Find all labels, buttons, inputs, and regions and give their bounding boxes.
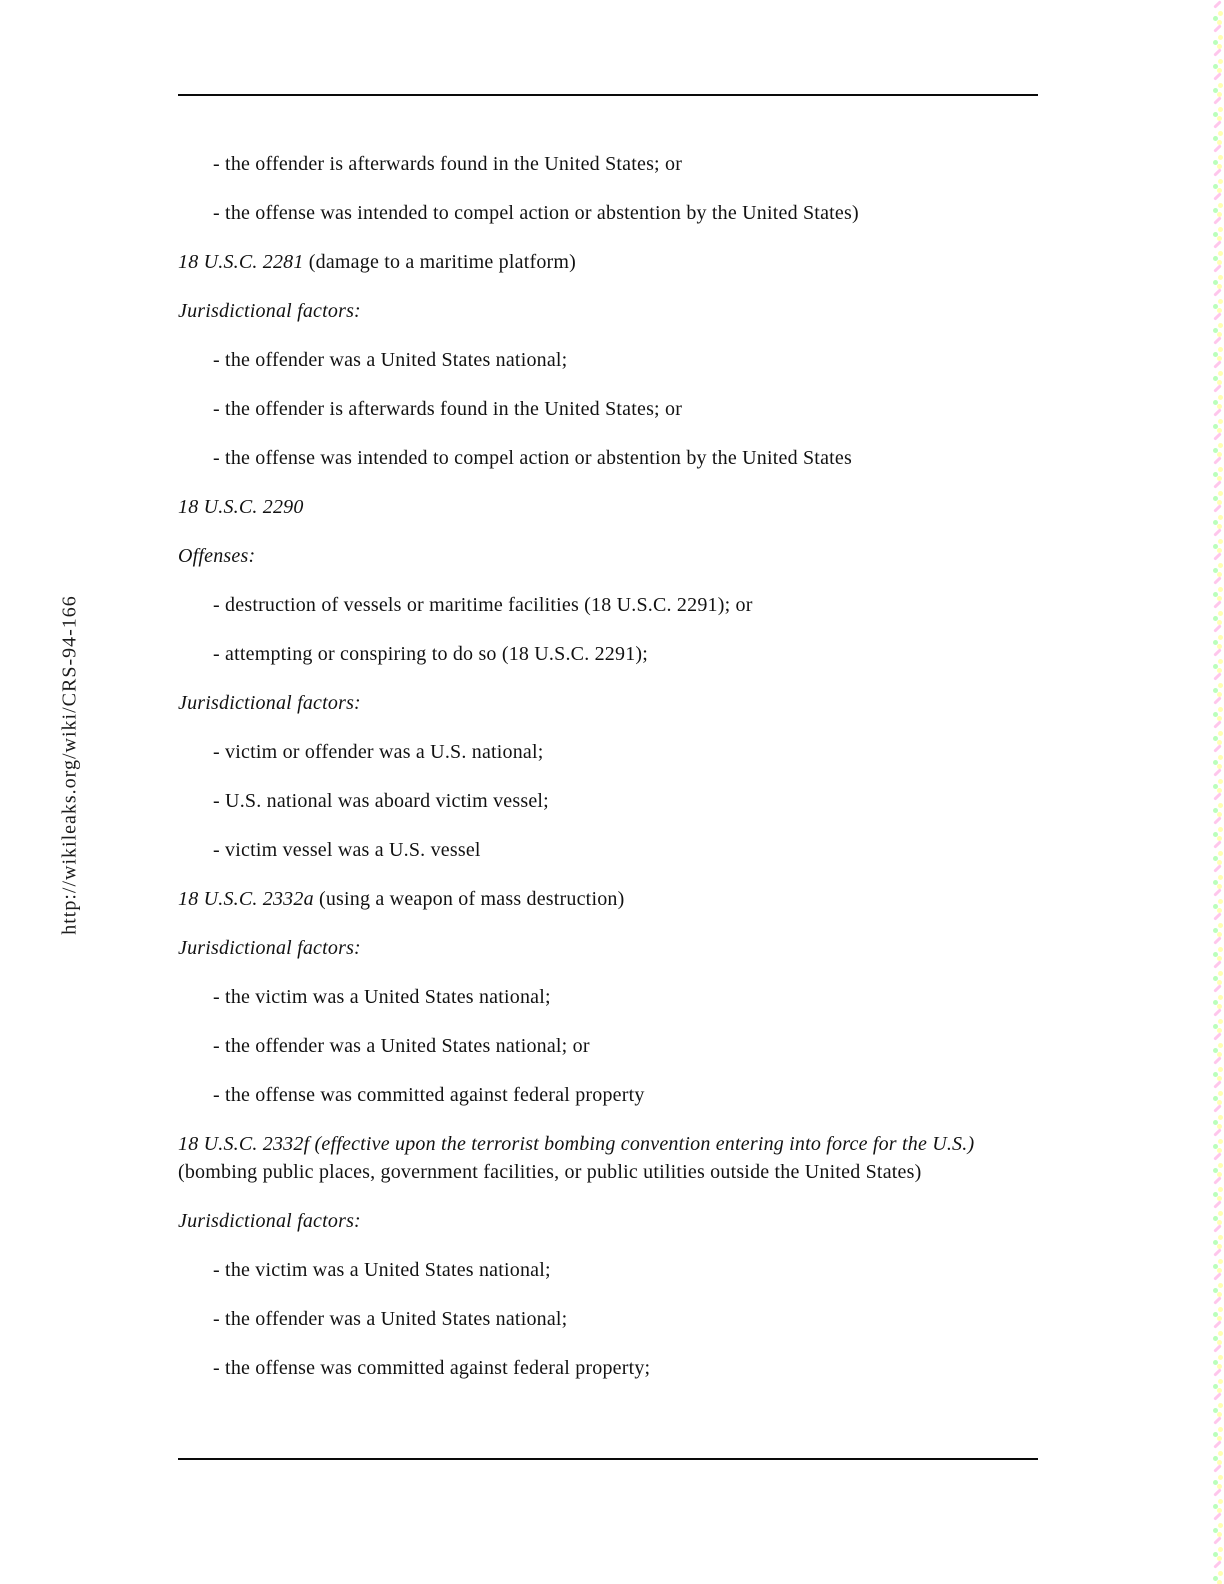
watermark-cell — [1211, 984, 1224, 1008]
watermark-yellow-dot — [1218, 299, 1223, 304]
watermark-cell — [1211, 912, 1224, 936]
watermark-cell — [1211, 384, 1224, 408]
bullet-line — [178, 150, 1058, 178]
watermark-pink-stroke — [1213, 1560, 1221, 1568]
watermark-pink-stroke — [1213, 1200, 1221, 1208]
watermark-pink-stroke — [1213, 768, 1221, 776]
watermark-yellow-dot — [1218, 1187, 1223, 1192]
watermark-yellow-dot — [1218, 1091, 1223, 1096]
watermark-yellow-dot — [1218, 1115, 1223, 1120]
watermark-yellow-dot — [1218, 59, 1223, 64]
bullet-line — [178, 1032, 1058, 1060]
watermark-cell — [1211, 696, 1224, 720]
watermark-pink-stroke — [1213, 480, 1221, 488]
watermark-pink-stroke — [1213, 216, 1221, 224]
watermark-pink-stroke — [1213, 1320, 1221, 1328]
watermark-pink-stroke — [1213, 1464, 1221, 1472]
watermark-yellow-dot — [1218, 683, 1223, 688]
watermark-yellow-dot — [1218, 803, 1223, 808]
watermark-cell — [1211, 1344, 1224, 1368]
watermark-yellow-dot — [1218, 563, 1223, 568]
watermark-yellow-dot — [1218, 1211, 1223, 1216]
watermark-pink-stroke — [1213, 1152, 1221, 1160]
watermark-cell — [1211, 1464, 1224, 1488]
watermark-yellow-dot — [1218, 755, 1223, 760]
section-label — [178, 1207, 1058, 1235]
watermark-pink-stroke — [1213, 888, 1221, 896]
watermark-pink-stroke — [1213, 312, 1221, 320]
watermark-cell — [1211, 1272, 1224, 1296]
watermark-cell — [1211, 1560, 1224, 1584]
bullet-line — [178, 1081, 1058, 1109]
watermark-yellow-dot — [1218, 1379, 1223, 1384]
watermark-cell — [1211, 1152, 1224, 1176]
watermark-pink-stroke — [1213, 120, 1221, 128]
watermark-yellow-dot — [1218, 275, 1223, 280]
watermark-pink-stroke — [1213, 672, 1221, 680]
watermark-cell — [1211, 1368, 1224, 1392]
watermark-yellow-dot — [1218, 227, 1223, 232]
watermark-cell — [1211, 48, 1224, 72]
watermark-yellow-dot — [1218, 1139, 1223, 1144]
watermark-yellow-dot — [1218, 1403, 1223, 1408]
watermark-pink-stroke — [1213, 1104, 1221, 1112]
watermark-pink-stroke — [1213, 1224, 1221, 1232]
watermark-yellow-dot — [1218, 1499, 1223, 1504]
watermark-cell — [1211, 816, 1224, 840]
watermark-pink-stroke — [1213, 168, 1221, 176]
watermark-yellow-dot — [1218, 515, 1223, 520]
watermark-yellow-dot — [1218, 347, 1223, 352]
watermark-pink-stroke — [1213, 1488, 1221, 1496]
bullet-line — [178, 983, 1058, 1011]
watermark-pink-stroke — [1213, 648, 1221, 656]
watermark-pink-stroke — [1213, 1416, 1221, 1424]
watermark-cell — [1211, 144, 1224, 168]
watermark-yellow-dot — [1218, 443, 1223, 448]
watermark-pink-stroke — [1213, 384, 1221, 392]
watermark-pink-stroke — [1213, 264, 1221, 272]
watermark-yellow-dot — [1218, 923, 1223, 928]
bullet-line — [178, 346, 1058, 374]
watermark-pink-stroke — [1213, 744, 1221, 752]
bullet-line — [178, 787, 1058, 815]
watermark-cell — [1211, 1536, 1224, 1560]
watermark-yellow-dot — [1218, 1571, 1223, 1576]
body-text: - U.S. national was aboard victim vessel; — [213, 790, 549, 812]
section-label — [178, 934, 1058, 962]
watermark-pink-stroke — [1213, 696, 1221, 704]
document-body — [178, 150, 1058, 1403]
bottom-rule — [178, 1458, 1038, 1460]
watermark-cell — [1211, 168, 1224, 192]
watermark-pink-stroke — [1213, 552, 1221, 560]
watermark-cell — [1211, 864, 1224, 888]
watermark-yellow-dot — [1218, 635, 1223, 640]
watermark-pink-stroke — [1213, 1008, 1221, 1016]
watermark-cell — [1211, 480, 1224, 504]
watermark-yellow-dot — [1218, 155, 1223, 160]
watermark-yellow-dot — [1218, 1355, 1223, 1360]
watermark-pink-stroke — [1213, 336, 1221, 344]
watermark-pink-stroke — [1213, 360, 1221, 368]
watermark-yellow-dot — [1218, 395, 1223, 400]
body-text: - the offender was a United States national; or — [213, 1035, 590, 1057]
section-label — [178, 542, 1058, 570]
watermark-cell — [1211, 192, 1224, 216]
watermark-cell — [1211, 1080, 1224, 1104]
watermark-yellow-dot — [1218, 1427, 1223, 1432]
watermark-cell — [1211, 840, 1224, 864]
watermark-pink-stroke — [1213, 0, 1221, 8]
watermark-yellow-dot — [1218, 611, 1223, 616]
watermark-cell — [1211, 576, 1224, 600]
watermark-yellow-dot — [1218, 35, 1223, 40]
watermark-yellow-dot — [1218, 251, 1223, 256]
watermark-yellow-dot — [1218, 827, 1223, 832]
watermark-yellow-dot — [1218, 1019, 1223, 1024]
watermark-yellow-dot — [1218, 419, 1223, 424]
bullet-line — [178, 591, 1058, 619]
watermark-cell — [1211, 432, 1224, 456]
watermark-pink-stroke — [1213, 1080, 1221, 1088]
bullet-line — [178, 836, 1058, 864]
italic-text: 18 U.S.C. 2281 — [178, 251, 304, 273]
watermark-cell — [1211, 120, 1224, 144]
statute-heading — [178, 493, 1058, 521]
watermark-cell — [1211, 1512, 1224, 1536]
watermark-yellow-dot — [1218, 1307, 1223, 1312]
watermark-cell — [1211, 408, 1224, 432]
watermark-yellow-dot — [1218, 1331, 1223, 1336]
watermark-yellow-dot — [1218, 1547, 1223, 1552]
watermark-yellow-dot — [1218, 707, 1223, 712]
watermark-pink-stroke — [1213, 1344, 1221, 1352]
italic-text: Jurisdictional factors: — [178, 300, 361, 322]
watermark-cell — [1211, 72, 1224, 96]
watermark-pink-stroke — [1213, 72, 1221, 80]
watermark-cell — [1211, 96, 1224, 120]
body-text: (bombing public places, government facilities, or public utilities outside the United States) — [178, 1161, 922, 1183]
body-text: - victim or offender was a U.S. national; — [213, 741, 544, 763]
watermark-yellow-dot — [1218, 947, 1223, 952]
watermark-yellow-dot — [1218, 779, 1223, 784]
watermark-cell — [1211, 1224, 1224, 1248]
watermark-pink-stroke — [1213, 24, 1221, 32]
watermark-yellow-dot — [1218, 1067, 1223, 1072]
top-rule — [178, 94, 1038, 96]
statute-heading — [178, 248, 1058, 276]
watermark-cell — [1211, 1032, 1224, 1056]
watermark-cell — [1211, 792, 1224, 816]
watermark-pink-stroke — [1213, 576, 1221, 584]
body-text: - the offender was a United States national; — [213, 349, 568, 371]
watermark-cell — [1211, 1056, 1224, 1080]
watermark-pink-stroke — [1213, 288, 1221, 296]
watermark-pink-stroke — [1213, 1512, 1221, 1520]
watermark-cell — [1211, 504, 1224, 528]
watermark-yellow-dot — [1218, 1235, 1223, 1240]
watermark-cell — [1211, 264, 1224, 288]
watermark-yellow-dot — [1218, 875, 1223, 880]
body-text: - the offense was intended to compel action or abstention by the United States — [213, 447, 852, 469]
watermark-cell — [1211, 960, 1224, 984]
body-text: - the offender was a United States national; — [213, 1308, 568, 1330]
bullet-line — [178, 444, 1058, 472]
watermark-cell — [1211, 1296, 1224, 1320]
bullet-line — [178, 640, 1058, 668]
watermark-cell — [1211, 240, 1224, 264]
watermark-yellow-dot — [1218, 491, 1223, 496]
watermark-cell — [1211, 24, 1224, 48]
watermark-pink-stroke — [1213, 1272, 1221, 1280]
watermark-yellow-dot — [1218, 899, 1223, 904]
body-text: - attempting or conspiring to do so (18 U.S.C. 2291); — [213, 643, 649, 665]
watermark-cell — [1211, 528, 1224, 552]
watermark-yellow-dot — [1218, 731, 1223, 736]
italic-text: Jurisdictional factors: — [178, 692, 361, 714]
watermark-cell — [1211, 1440, 1224, 1464]
watermark-cell — [1211, 1104, 1224, 1128]
watermark-cell — [1211, 936, 1224, 960]
watermark-cell — [1211, 288, 1224, 312]
body-text: (damage to a maritime platform) — [303, 251, 576, 273]
watermark-pink-stroke — [1213, 840, 1221, 848]
watermark-pattern — [1211, 0, 1224, 1584]
watermark-pink-stroke — [1213, 1536, 1221, 1544]
watermark-cell — [1211, 1416, 1224, 1440]
watermark-pink-stroke — [1213, 864, 1221, 872]
body-text: - destruction of vessels or maritime facilities (18 U.S.C. 2291); or — [213, 594, 753, 616]
section-label — [178, 297, 1058, 325]
body-text: - victim vessel was a U.S. vessel — [213, 839, 481, 861]
watermark-yellow-dot — [1218, 107, 1223, 112]
watermark-cell — [1211, 1488, 1224, 1512]
body-text: (using a weapon of mass destruction) — [313, 888, 625, 910]
watermark-yellow-dot — [1218, 971, 1223, 976]
watermark-pink-stroke — [1213, 456, 1221, 464]
watermark-yellow-dot — [1217, 1580, 1222, 1584]
watermark-pink-stroke — [1213, 1296, 1221, 1304]
watermark-yellow-dot — [1218, 1451, 1223, 1456]
bullet-line — [178, 395, 1058, 423]
watermark-cell — [1211, 1008, 1224, 1032]
italic-text: Jurisdictional factors: — [178, 937, 361, 959]
body-text: - the offense was committed against federal property; — [213, 1357, 651, 1379]
watermark-pink-stroke — [1213, 960, 1221, 968]
watermark-yellow-dot — [1218, 11, 1223, 16]
watermark-yellow-dot — [1218, 1163, 1223, 1168]
watermark-cell — [1211, 336, 1224, 360]
watermark-pink-stroke — [1213, 816, 1221, 824]
watermark-cell — [1211, 744, 1224, 768]
watermark-cell — [1211, 1128, 1224, 1152]
watermark-pink-stroke — [1213, 144, 1221, 152]
italic-text: 18 U.S.C. 2332a — [178, 888, 314, 910]
bullet-line — [178, 1354, 1058, 1382]
watermark-pink-stroke — [1213, 1440, 1221, 1448]
watermark-yellow-dot — [1218, 203, 1223, 208]
watermark-cell — [1211, 624, 1224, 648]
watermark-pink-stroke — [1213, 912, 1221, 920]
watermark-pink-stroke — [1213, 600, 1221, 608]
body-text: - the offense was committed against federal property — [213, 1084, 645, 1106]
watermark-yellow-dot — [1218, 323, 1223, 328]
watermark-yellow-dot — [1218, 1283, 1223, 1288]
watermark-cell — [1211, 768, 1224, 792]
watermark-yellow-dot — [1218, 1043, 1223, 1048]
watermark-yellow-dot — [1218, 539, 1223, 544]
watermark-pink-stroke — [1213, 792, 1221, 800]
watermark-yellow-dot — [1218, 179, 1223, 184]
watermark-pink-stroke — [1213, 984, 1221, 992]
italic-text: Jurisdictional factors: — [178, 1210, 361, 1232]
watermark-pink-stroke — [1213, 1248, 1221, 1256]
watermark-pink-stroke — [1213, 96, 1221, 104]
section-label — [178, 689, 1058, 717]
watermark-cell — [1211, 0, 1224, 24]
bullet-line — [178, 1256, 1058, 1284]
watermark-yellow-dot — [1218, 995, 1223, 1000]
source-url-vertical: http://wikileaks.org/wiki/CRS-94-166 — [58, 595, 81, 935]
watermark-pink-stroke — [1213, 1392, 1221, 1400]
watermark-pink-stroke — [1213, 48, 1221, 56]
watermark-yellow-dot — [1218, 467, 1223, 472]
watermark-cell — [1211, 360, 1224, 384]
statute-heading — [178, 1130, 1058, 1186]
watermark-pink-stroke — [1213, 936, 1221, 944]
bullet-line — [178, 738, 1058, 766]
watermark-pink-stroke — [1213, 1128, 1221, 1136]
watermark-yellow-dot — [1218, 851, 1223, 856]
watermark-cell — [1211, 312, 1224, 336]
watermark-cell — [1211, 600, 1224, 624]
watermark-cell — [1211, 888, 1224, 912]
bullet-line — [178, 1305, 1058, 1333]
body-text: - the offender is afterwards found in the United States; or — [213, 153, 683, 175]
watermark-cell — [1211, 648, 1224, 672]
watermark-cell — [1211, 552, 1224, 576]
watermark-cell — [1211, 1176, 1224, 1200]
watermark-cell — [1211, 1392, 1224, 1416]
watermark-pink-stroke — [1213, 1368, 1221, 1376]
watermark-pink-stroke — [1213, 504, 1221, 512]
statute-heading — [178, 885, 1058, 913]
watermark-pink-stroke — [1213, 408, 1221, 416]
watermark-yellow-dot — [1218, 371, 1223, 376]
watermark-pink-stroke — [1213, 624, 1221, 632]
body-text: - the offense was intended to compel action or abstention by the United States) — [213, 202, 859, 224]
watermark-yellow-dot — [1218, 83, 1223, 88]
watermark-cell — [1211, 1320, 1224, 1344]
watermark-cell — [1211, 216, 1224, 240]
watermark-pink-stroke — [1213, 1032, 1221, 1040]
watermark-cell — [1211, 720, 1224, 744]
watermark-cell — [1211, 1248, 1224, 1272]
watermark-pink-stroke — [1213, 1056, 1221, 1064]
watermark-yellow-dot — [1218, 587, 1223, 592]
italic-text: 18 U.S.C. 2332f (effective upon the terrorist bombing convention entering into force for the U.S.) — [178, 1133, 975, 1155]
watermark-pink-stroke — [1213, 528, 1221, 536]
watermark-cell — [1211, 672, 1224, 696]
watermark-yellow-dot — [1218, 1475, 1223, 1480]
watermark-pink-stroke — [1213, 1176, 1221, 1184]
watermark-pink-stroke — [1213, 192, 1221, 200]
body-text: - the offender is afterwards found in the United States; or — [213, 398, 683, 420]
watermark-yellow-dot — [1218, 131, 1223, 136]
watermark-pink-stroke — [1213, 240, 1221, 248]
watermark-yellow-dot — [1218, 659, 1223, 664]
watermark-pink-stroke — [1213, 720, 1221, 728]
italic-text: Offenses: — [178, 545, 256, 567]
watermark-yellow-dot — [1218, 1523, 1223, 1528]
watermark-pink-stroke — [1213, 432, 1221, 440]
watermark-yellow-dot — [1218, 1259, 1223, 1264]
italic-text: 18 U.S.C. 2290 — [178, 496, 304, 518]
watermark-cell — [1211, 456, 1224, 480]
bullet-line — [178, 199, 1058, 227]
body-text: - the victim was a United States national; — [213, 986, 551, 1008]
body-text: - the victim was a United States national; — [213, 1259, 551, 1281]
watermark-cell — [1211, 1200, 1224, 1224]
